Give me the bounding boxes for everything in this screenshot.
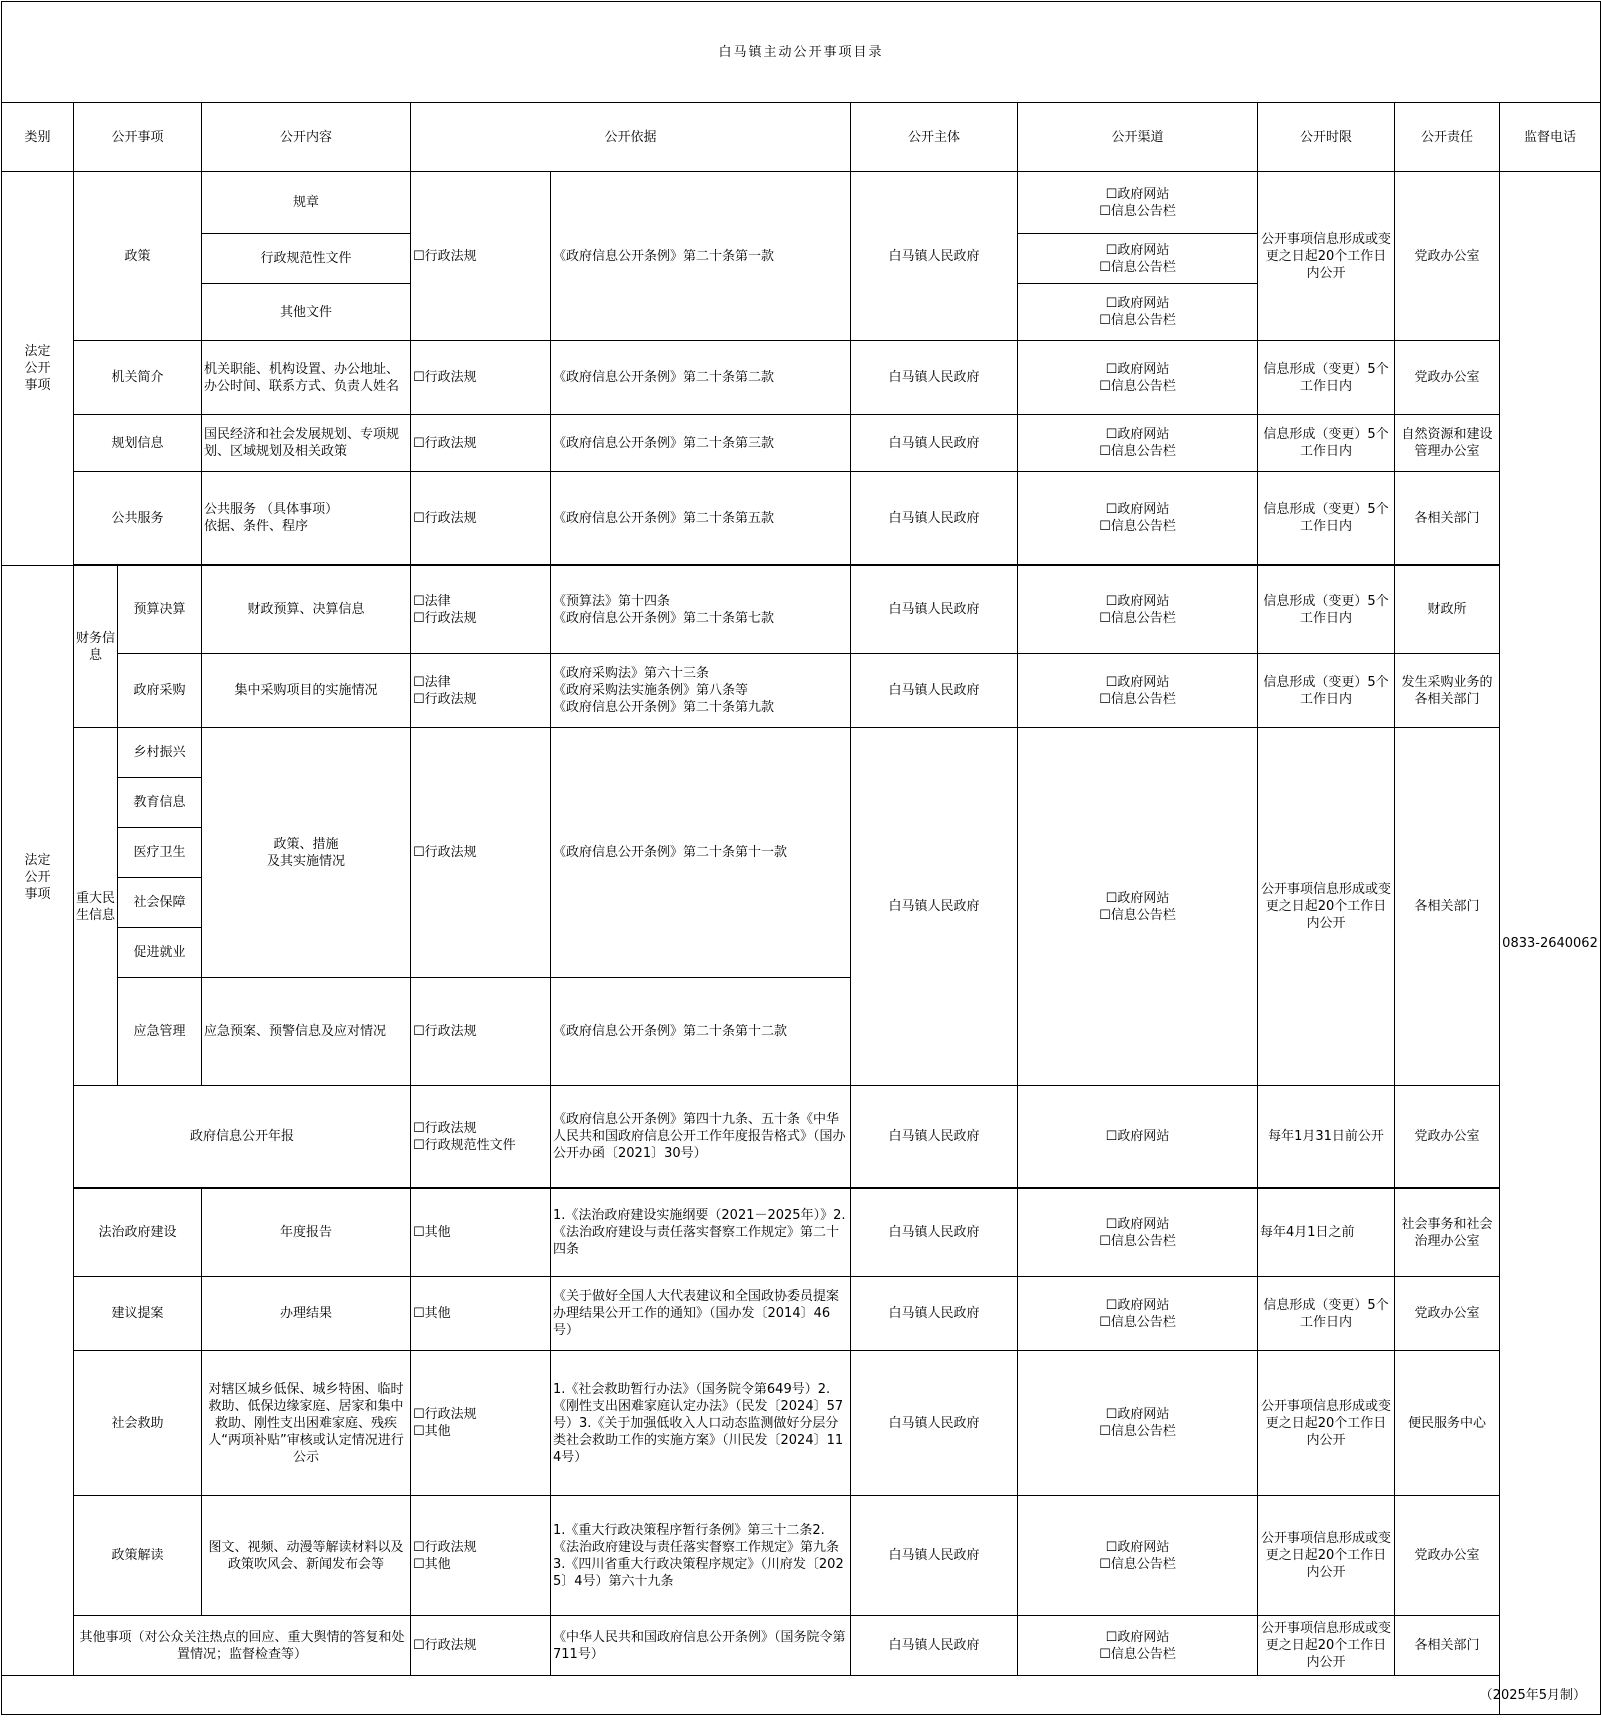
basis-type-cell: ☐其他 <box>411 1277 551 1351</box>
group-livelihood: 重大民生信息 <box>74 728 118 1086</box>
basis-type-cell: ☐行政法规 ☐其他 <box>411 1496 551 1616</box>
header-row <box>2 103 1601 172</box>
subject-cell: 白马镇人民政府 <box>851 415 1018 472</box>
item-policy: 政策 <box>74 172 202 341</box>
basis-type-cell: ☐行政法规 <box>411 172 551 341</box>
channel-cell: ☐政府网站 <box>1018 1086 1258 1188</box>
header-channel: 公开渠道 <box>1018 103 1258 172</box>
channel-cell: ☐政府网站 ☐信息公告栏 <box>1018 566 1258 654</box>
basis-cell: 《政府信息公开条例》第二十条第十一款 <box>551 728 851 978</box>
content-cell: 对辖区城乡低保、城乡特困、临时救助、低保边缘家庭、居家和集中救助、刚性支出困难家庭、残疾人“两项补贴”审核或认定情况进行公示 <box>202 1351 411 1496</box>
header-subject: 公开主体 <box>851 103 1018 172</box>
basis-type-cell: ☐行政法规 <box>411 978 551 1086</box>
table-row <box>2 1189 1601 1277</box>
table-row <box>2 1277 1601 1351</box>
responsibility-cell: 各相关部门 <box>1395 1616 1500 1676</box>
category-label: 法定公开事项 <box>24 344 51 393</box>
table-row <box>2 472 1601 565</box>
basis-cell: 《政府信息公开条例》第二十条第一款 <box>551 172 851 341</box>
basis-cell: 《中华人民共和国政府信息公开条例》（国务院令第711号） <box>551 1616 851 1676</box>
basis-cell: 1.《法治政府建设实施纲要（2021－2025年）》2.《法治政府建设与责任落实督察工作规定》第二十四条 <box>551 1189 851 1277</box>
channel-cell: ☐政府网站 ☐信息公告栏 <box>1018 1496 1258 1616</box>
subject-cell: 白马镇人民政府 <box>851 654 1018 728</box>
header-content: 公开内容 <box>202 103 411 172</box>
subject-cell: 白马镇人民政府 <box>851 728 1018 1086</box>
item-livelihood: 医疗卫生 <box>118 828 202 878</box>
channel-cell: ☐政府网站 ☐信息公告栏 <box>1018 172 1258 234</box>
header-time-limit: 公开时限 <box>1258 103 1395 172</box>
header-phone: 监督电话 <box>1500 103 1601 172</box>
basis-type-cell: ☐行政法规 <box>411 341 551 415</box>
category-cell-2 <box>2 566 74 1189</box>
time-limit-cell: 公开事项信息形成或变更之日起20个工作日内公开 <box>1258 1496 1395 1616</box>
responsibility-cell: 自然资源和建设管理办公室 <box>1395 415 1500 472</box>
subject-cell: 白马镇人民政府 <box>851 1189 1018 1277</box>
item-livelihood: 社会保障 <box>118 878 202 928</box>
group-finance: 财务信息 <box>74 566 118 728</box>
header-category: 类别 <box>2 103 74 172</box>
content-cell: 国民经济和社会发展规划、专项规划、区域规划及相关政策 <box>202 415 411 472</box>
basis-cell: 《关于做好全国人大代表建议和全国政协委员提案办理结果公开工作的通知》（国办发〔2014〕46号） <box>551 1277 851 1351</box>
responsibility-cell: 党政办公室 <box>1395 172 1500 341</box>
responsibility-cell: 发生采购业务的各相关部门 <box>1395 654 1500 728</box>
subject-cell: 白马镇人民政府 <box>851 1616 1018 1676</box>
time-limit-cell: 信息形成（变更）5个工作日内 <box>1258 472 1395 565</box>
basis-type-cell: ☐行政法规 ☐行政规范性文件 <box>411 1086 551 1188</box>
channel-cell: ☐政府网站 ☐信息公告栏 <box>1018 654 1258 728</box>
table-row <box>2 728 1601 778</box>
time-limit-cell: 信息形成（变更）5个工作日内 <box>1258 566 1395 654</box>
content-cell: 年度报告 <box>202 1189 411 1277</box>
basis-type-cell: ☐其他 <box>411 1189 551 1277</box>
item-livelihood: 教育信息 <box>118 778 202 828</box>
category-cell <box>2 172 74 566</box>
basis-cell: 《预算法》第十四条 《政府信息公开条例》第二十条第七款 <box>551 566 851 654</box>
basis-cell: 1.《重大行政决策程序暂行条例》第三十二条2.《法治政府建设与责任落实督察工作规定》第九条3.《四川省重大行政决策程序规定》（川府发〔2025〕4号）第六十九条 <box>551 1496 851 1616</box>
header-responsibility: 公开责任 <box>1395 103 1500 172</box>
time-limit-cell: 信息形成（变更）5个工作日内 <box>1258 1277 1395 1351</box>
subject-cell: 白马镇人民政府 <box>851 566 1018 654</box>
item-relief: 社会救助 <box>74 1351 202 1496</box>
basis-type-cell: ☐法律 ☐行政法规 <box>411 566 551 654</box>
item-emergency: 应急管理 <box>118 978 202 1086</box>
basis-cell: 《政府信息公开条例》第二十条第十二款 <box>551 978 851 1086</box>
content-cell: 财政预算、决算信息 <box>202 566 411 654</box>
channel-cell: ☐政府网站 ☐信息公告栏 <box>1018 1189 1258 1277</box>
header-basis: 公开依据 <box>411 103 851 172</box>
time-limit-cell: 信息形成（变更）5个工作日内 <box>1258 654 1395 728</box>
channel-cell: ☐政府网站 ☐信息公告栏 <box>1018 234 1258 284</box>
content-cell: 行政规范性文件 <box>202 234 411 284</box>
content-cell: 机关职能、机构设置、办公地址、办公时间、联系方式、负责人姓名 <box>202 341 411 415</box>
category-label-2: 法定公开事项 <box>24 852 51 902</box>
basis-type-cell: ☐行政法规 ☐其他 <box>411 1351 551 1496</box>
content-cell: 图文、视频、动漫等解读材料以及政策吹风会、新闻发布会等 <box>202 1496 411 1616</box>
table-row <box>2 1496 1601 1616</box>
item-service: 公共服务 <box>74 472 202 565</box>
basis-type-cell: ☐行政法规 <box>411 728 551 978</box>
item-livelihood: 促进就业 <box>118 928 202 978</box>
channel-cell: ☐政府网站 ☐信息公告栏 <box>1018 341 1258 415</box>
item-other: 其他事项（对公众关注热点的回应、重大舆情的答复和处置情况；监督检查等） <box>74 1616 411 1676</box>
time-limit-cell: 每年1月31日前公开 <box>1258 1086 1395 1188</box>
page-title: 白马镇主动公开事项目录 <box>2 2 1601 103</box>
responsibility-cell: 党政办公室 <box>1395 1277 1500 1351</box>
table-row <box>2 1616 1601 1676</box>
item-annual-report: 政府信息公开年报 <box>74 1086 411 1188</box>
subject-cell: 白马镇人民政府 <box>851 472 1018 565</box>
catalog-table <box>1 1 1601 1715</box>
table-row <box>2 654 1601 728</box>
subject-cell: 白马镇人民政府 <box>851 341 1018 415</box>
basis-cell: 《政府采购法》第六十三条 《政府采购法实施条例》第八条等 《政府信息公开条例》第二十条第九款 <box>551 654 851 728</box>
channel-cell: ☐政府网站 ☐信息公告栏 <box>1018 1351 1258 1496</box>
responsibility-cell: 各相关部门 <box>1395 728 1500 1086</box>
item-interpret: 政策解读 <box>74 1496 202 1616</box>
responsibility-cell: 社会事务和社会治理办公室 <box>1395 1189 1500 1277</box>
table-row <box>2 172 1601 234</box>
footer-date: （2025年5月制） <box>2 1676 1601 1715</box>
basis-cell: 《政府信息公开条例》第二十条第三款 <box>551 415 851 472</box>
basis-cell: 《政府信息公开条例》第四十九条、五十条《中华人民共和国政府信息公开工作年度报告格式》（国办公开办函〔2021〕30号） <box>551 1086 851 1188</box>
content-cell: 政策、措施 及其实施情况 <box>202 728 411 978</box>
item-procure: 政府采购 <box>118 654 202 728</box>
channel-cell: ☐政府网站 ☐信息公告栏 <box>1018 284 1258 341</box>
subject-cell: 白马镇人民政府 <box>851 1496 1018 1616</box>
content-cell: 规章 <box>202 172 411 234</box>
table-row <box>2 415 1601 472</box>
basis-cell: 《政府信息公开条例》第二十条第二款 <box>551 341 851 415</box>
catalog-sheet <box>1 1 1600 1721</box>
time-limit-cell: 信息形成（变更）5个工作日内 <box>1258 341 1395 415</box>
time-limit-cell: 公开事项信息形成或变更之日起20个工作日内公开 <box>1258 728 1395 1086</box>
table-row <box>2 566 1601 654</box>
subject-cell: 白马镇人民政府 <box>851 172 1018 341</box>
time-limit-cell: 公开事项信息形成或变更之日起20个工作日内公开 <box>1258 1351 1395 1496</box>
table-row <box>2 1351 1601 1496</box>
responsibility-cell: 党政办公室 <box>1395 341 1500 415</box>
basis-type-cell: ☐法律 ☐行政法规 <box>411 654 551 728</box>
responsibility-cell: 各相关部门 <box>1395 472 1500 565</box>
content-cell: 应急预案、预警信息及应对情况 <box>202 978 411 1086</box>
subject-cell: 白马镇人民政府 <box>851 1086 1018 1188</box>
time-limit-cell: 公开事项信息形成或变更之日起20个工作日内公开 <box>1258 1616 1395 1676</box>
content-cell: 办理结果 <box>202 1277 411 1351</box>
item-proposal: 建议提案 <box>74 1277 202 1351</box>
responsibility-cell: 党政办公室 <box>1395 1086 1500 1188</box>
content-cell: 公共服务 （具体事项） 依据、条件、程序 <box>202 472 411 565</box>
time-limit-cell: 每年4月1日之前 <box>1258 1189 1395 1277</box>
responsibility-cell: 便民服务中心 <box>1395 1351 1500 1496</box>
item-livelihood: 乡村振兴 <box>118 728 202 778</box>
item-budget: 预算决算 <box>118 566 202 654</box>
header-item: 公开事项 <box>74 103 202 172</box>
subject-cell: 白马镇人民政府 <box>851 1277 1018 1351</box>
basis-type-cell: ☐行政法规 <box>411 1616 551 1676</box>
responsibility-cell: 财政所 <box>1395 566 1500 654</box>
item-plan: 规划信息 <box>74 415 202 472</box>
time-limit-cell: 公开事项信息形成或变更之日起20个工作日内公开 <box>1258 172 1395 341</box>
table-row <box>2 341 1601 415</box>
channel-cell: ☐政府网站 ☐信息公告栏 <box>1018 1616 1258 1676</box>
subject-cell: 白马镇人民政府 <box>851 1351 1018 1496</box>
content-cell: 集中采购项目的实施情况 <box>202 654 411 728</box>
item-intro: 机关简介 <box>74 341 202 415</box>
channel-cell: ☐政府网站 ☐信息公告栏 <box>1018 415 1258 472</box>
basis-cell: 《政府信息公开条例》第二十条第五款 <box>551 472 851 565</box>
phone-cell: 0833-2640062 <box>1500 172 1601 1715</box>
channel-cell: ☐政府网站 ☐信息公告栏 <box>1018 728 1258 1086</box>
responsibility-cell: 党政办公室 <box>1395 1496 1500 1616</box>
content-cell: 其他文件 <box>202 284 411 341</box>
item-rule-of-law: 法治政府建设 <box>74 1189 202 1277</box>
channel-cell: ☐政府网站 ☐信息公告栏 <box>1018 1277 1258 1351</box>
time-limit-cell: 信息形成（变更）5个工作日内 <box>1258 415 1395 472</box>
table-row <box>2 1086 1601 1188</box>
basis-cell: 1.《社会救助暂行办法》（国务院令第649号）2.《刚性支出困难家庭认定办法》（民发〔2024〕57号）3.《关于加强低收入人口动态监测做好分层分类社会救助工作的实施方案》（川民发〔2024〕114号） <box>551 1351 851 1496</box>
category-cell-3 <box>2 1189 74 1676</box>
basis-type-cell: ☐行政法规 <box>411 415 551 472</box>
channel-cell: ☐政府网站 ☐信息公告栏 <box>1018 472 1258 565</box>
basis-type-cell: ☐行政法规 <box>411 472 551 565</box>
